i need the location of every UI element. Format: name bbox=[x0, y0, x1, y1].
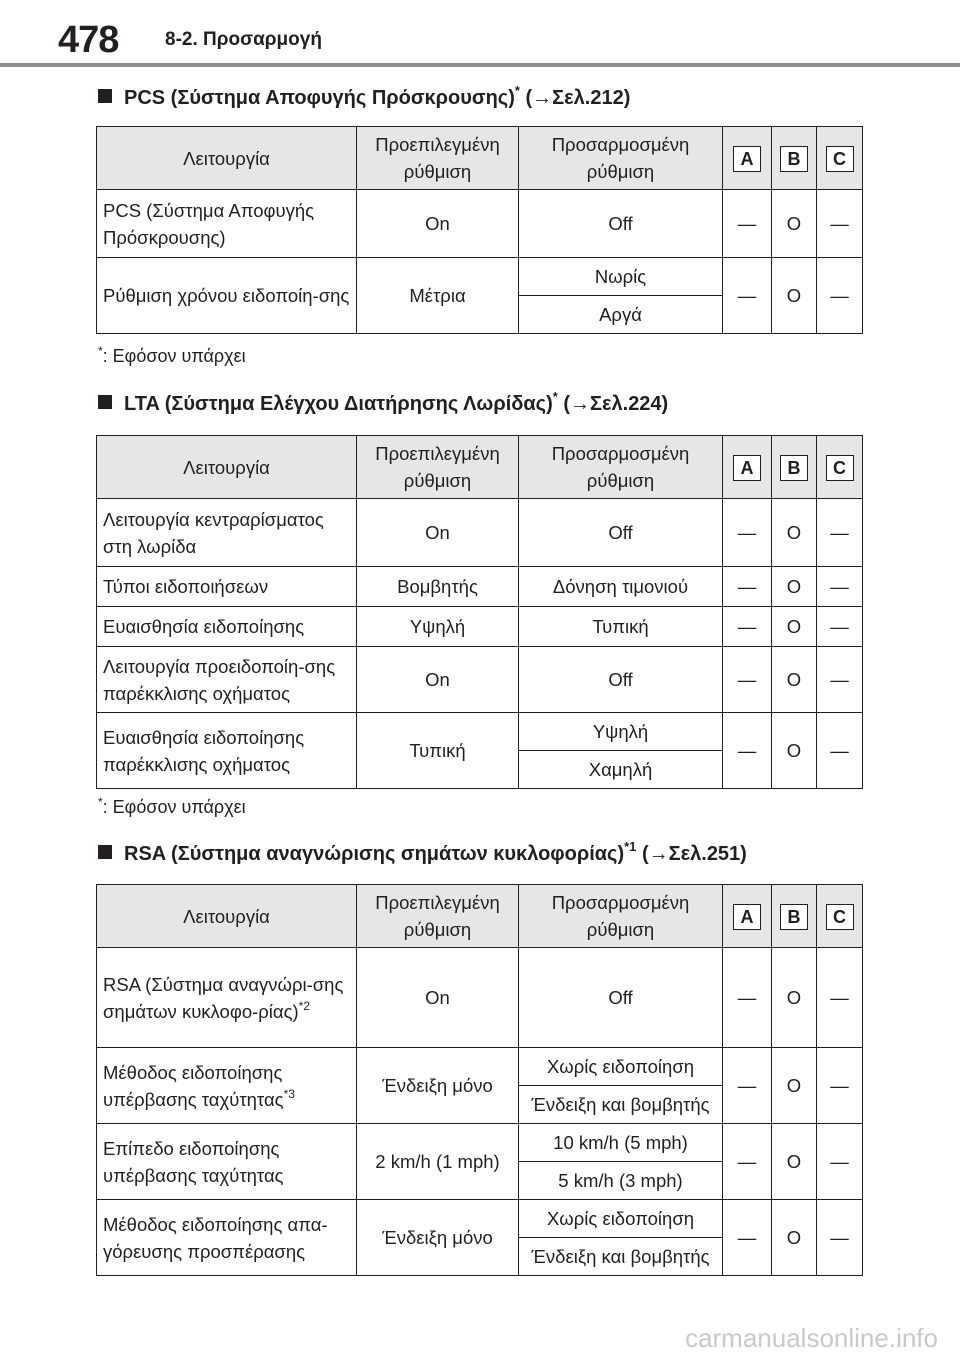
function-footnote-mark: *3 bbox=[283, 1086, 295, 1101]
pcs-footnote bbox=[98, 344, 246, 368]
default-setting-cell: On bbox=[357, 948, 519, 1048]
mark-b: O bbox=[772, 713, 817, 789]
custom-setting-cell: Χωρίς ειδοποίηση bbox=[519, 1200, 723, 1238]
mark-a: — bbox=[723, 190, 772, 258]
mark-c: — bbox=[817, 190, 863, 258]
custom-setting-cell: Υψηλή bbox=[519, 713, 723, 751]
col-header-b bbox=[772, 127, 817, 190]
letter-b-box: B bbox=[780, 904, 808, 930]
mark-a: — bbox=[723, 948, 772, 1048]
rsa-settings-table bbox=[96, 884, 863, 1276]
mark-a: — bbox=[723, 1124, 772, 1200]
default-setting-cell: Τυπική bbox=[357, 713, 519, 789]
page-number: 478 bbox=[58, 19, 119, 61]
col-header-a bbox=[723, 436, 772, 499]
rsa-section-title bbox=[98, 840, 747, 868]
lta-page-ref: (→Σελ.224) bbox=[557, 393, 669, 415]
default-setting-cell: On bbox=[357, 190, 519, 258]
letter-a-box: A bbox=[733, 904, 761, 930]
col-header-default: Προεπιλεγμένη ρύθμιση bbox=[357, 127, 519, 190]
mark-b: O bbox=[772, 190, 817, 258]
function-text: RSA (Σύστημα αναγνώρι-σης σημάτων κυκλοφο-ρίας) bbox=[103, 973, 344, 1022]
mark-a: — bbox=[723, 713, 772, 789]
default-setting-cell: Ένδειξη μόνο bbox=[357, 1048, 519, 1124]
mark-c: — bbox=[817, 567, 863, 607]
mark-c: — bbox=[817, 647, 863, 713]
custom-setting-cell: Αργά bbox=[519, 296, 723, 334]
function-cell: Μέθοδος ειδοποίησης απα-γόρευσης προσπέρασης bbox=[97, 1200, 357, 1276]
col-header-a bbox=[723, 885, 772, 948]
mark-a: — bbox=[723, 567, 772, 607]
function-cell: Λειτουργία κεντραρίσματος στη λωρίδα bbox=[97, 499, 357, 567]
table-row bbox=[97, 258, 863, 296]
mark-b: O bbox=[772, 258, 817, 334]
mark-c: — bbox=[817, 607, 863, 647]
mark-b: O bbox=[772, 1200, 817, 1276]
function-cell bbox=[97, 1048, 357, 1124]
pcs-title-footnote-mark: * bbox=[514, 83, 520, 98]
letter-c-box: C bbox=[826, 904, 854, 930]
lta-footnote bbox=[98, 795, 246, 819]
col-header-custom: Προσαρμοσμένη ρύθμιση bbox=[519, 436, 723, 499]
mark-b: O bbox=[772, 1124, 817, 1200]
mark-b: O bbox=[772, 567, 817, 607]
function-text: Μέθοδος ειδοποίησης υπέρβασης ταχύτητας bbox=[103, 1061, 284, 1110]
letter-a-box: A bbox=[733, 146, 761, 172]
letter-a-box: A bbox=[733, 455, 761, 481]
col-header-a bbox=[723, 127, 772, 190]
mark-c: — bbox=[817, 1200, 863, 1276]
mark-a: — bbox=[723, 499, 772, 567]
custom-setting-cell: Off bbox=[519, 647, 723, 713]
table-row bbox=[97, 1124, 863, 1162]
table-header-row bbox=[97, 436, 863, 499]
custom-setting-cell: Νωρίς bbox=[519, 258, 723, 296]
mark-c: — bbox=[817, 499, 863, 567]
default-setting-cell: On bbox=[357, 499, 519, 567]
function-cell: Επίπεδο ειδοποίησης υπέρβασης ταχύτητας bbox=[97, 1124, 357, 1200]
mark-a: — bbox=[723, 647, 772, 713]
chapter-title: 8-2. Προσαρμογή bbox=[165, 29, 322, 50]
mark-c: — bbox=[817, 1048, 863, 1124]
mark-b: O bbox=[772, 607, 817, 647]
rsa-title-footnote-mark: *1 bbox=[624, 839, 637, 854]
table-row bbox=[97, 647, 863, 713]
custom-setting-cell: Δόνηση τιμονιού bbox=[519, 567, 723, 607]
table-header-row bbox=[97, 885, 863, 948]
lta-title-text: LTA (Σύστημα Ελέγχου Διατήρησης Λωρίδας) bbox=[124, 393, 553, 415]
rsa-page-ref: (→Σελ.251) bbox=[636, 843, 747, 865]
default-setting-cell: Υψηλή bbox=[357, 607, 519, 647]
mark-a: — bbox=[723, 1048, 772, 1124]
table-row bbox=[97, 713, 863, 751]
table-row bbox=[97, 607, 863, 647]
mark-b: O bbox=[772, 948, 817, 1048]
custom-setting-cell: Χαμηλή bbox=[519, 751, 723, 789]
custom-setting-cell: Off bbox=[519, 499, 723, 567]
letter-c-box: C bbox=[826, 455, 854, 481]
col-header-function: Λειτουργία bbox=[97, 127, 357, 190]
default-setting-cell: Μέτρια bbox=[357, 258, 519, 334]
table-row bbox=[97, 567, 863, 607]
square-bullet-icon bbox=[98, 845, 112, 859]
default-setting-cell: Βομβητής bbox=[357, 567, 519, 607]
footnote-mark: * bbox=[98, 344, 103, 358]
col-header-custom: Προσαρμοσμένη ρύθμιση bbox=[519, 127, 723, 190]
function-cell: Ευαισθησία ειδοποίησης bbox=[97, 607, 357, 647]
table-row bbox=[97, 1048, 863, 1086]
table-header-row bbox=[97, 127, 863, 190]
col-header-b bbox=[772, 436, 817, 499]
function-cell bbox=[97, 948, 357, 1048]
pcs-page-ref: (→Σελ.212) bbox=[519, 87, 631, 109]
col-header-custom: Προσαρμοσμένη ρύθμιση bbox=[519, 885, 723, 948]
lta-settings-table bbox=[96, 435, 863, 789]
function-cell: PCS (Σύστημα Αποφυγής Πρόσκρουσης) bbox=[97, 190, 357, 258]
rsa-title-text: RSA (Σύστημα αναγνώρισης σημάτων κυκλοφορίας) bbox=[124, 843, 625, 865]
function-cell: Τύποι ειδοποιήσεων bbox=[97, 567, 357, 607]
table-row bbox=[97, 190, 863, 258]
footnote-mark: * bbox=[98, 795, 103, 809]
mark-b: O bbox=[772, 647, 817, 713]
function-cell: Λειτουργία προειδοποίη-σης παρέκκλισης οχήματος bbox=[97, 647, 357, 713]
default-setting-cell: On bbox=[357, 647, 519, 713]
mark-c: — bbox=[817, 948, 863, 1048]
col-header-default: Προεπιλεγμένη ρύθμιση bbox=[357, 885, 519, 948]
col-header-b bbox=[772, 885, 817, 948]
mark-b: O bbox=[772, 1048, 817, 1124]
table-row bbox=[97, 948, 863, 1048]
mark-b: O bbox=[772, 499, 817, 567]
col-header-function: Λειτουργία bbox=[97, 436, 357, 499]
default-setting-cell: 2 km/h (1 mph) bbox=[357, 1124, 519, 1200]
pcs-settings-table bbox=[96, 126, 863, 334]
lta-title-footnote-mark: * bbox=[552, 389, 558, 404]
letter-b-box: B bbox=[780, 146, 808, 172]
col-header-c bbox=[817, 127, 863, 190]
mark-a: — bbox=[723, 258, 772, 334]
mark-c: — bbox=[817, 1124, 863, 1200]
custom-setting-cell: Off bbox=[519, 190, 723, 258]
watermark: carmanualsonline.info bbox=[685, 1323, 938, 1353]
col-header-c bbox=[817, 885, 863, 948]
custom-setting-cell: 10 km/h (5 mph) bbox=[519, 1124, 723, 1162]
custom-setting-cell: Ένδειξη και βομβητής bbox=[519, 1238, 723, 1276]
function-footnote-mark: *2 bbox=[298, 998, 311, 1013]
custom-setting-cell: Ένδειξη και βομβητής bbox=[519, 1086, 723, 1124]
col-header-c bbox=[817, 436, 863, 499]
pcs-section-title bbox=[98, 84, 630, 112]
mark-c: — bbox=[817, 713, 863, 789]
custom-setting-cell: Χωρίς ειδοποίηση bbox=[519, 1048, 723, 1086]
custom-setting-cell: Off bbox=[519, 948, 723, 1048]
default-setting-cell: Ένδειξη μόνο bbox=[357, 1200, 519, 1276]
square-bullet-icon bbox=[98, 395, 112, 409]
custom-setting-cell: 5 km/h (3 mph) bbox=[519, 1162, 723, 1200]
mark-c: — bbox=[817, 258, 863, 334]
custom-setting-cell: Τυπική bbox=[519, 607, 723, 647]
mark-a: — bbox=[723, 607, 772, 647]
table-row bbox=[97, 1200, 863, 1238]
letter-b-box: B bbox=[780, 455, 808, 481]
square-bullet-icon bbox=[98, 89, 112, 103]
footnote-text: : Εφόσον υπάρχει bbox=[102, 797, 246, 817]
table-row bbox=[97, 499, 863, 567]
function-cell: Ρύθμιση χρόνου ειδοποίη-σης bbox=[97, 258, 357, 334]
letter-c-box: C bbox=[826, 146, 854, 172]
mark-a: — bbox=[723, 1200, 772, 1276]
col-header-default: Προεπιλεγμένη ρύθμιση bbox=[357, 436, 519, 499]
pcs-title-text: PCS (Σύστημα Αποφυγής Πρόσκρουσης) bbox=[124, 87, 515, 109]
footnote-text: : Εφόσον υπάρχει bbox=[102, 346, 246, 366]
col-header-function: Λειτουργία bbox=[97, 885, 357, 948]
function-cell: Ευαισθησία ειδοποίησης παρέκκλισης οχήματος bbox=[97, 713, 357, 789]
header-rule bbox=[0, 63, 960, 67]
lta-section-title bbox=[98, 390, 668, 418]
